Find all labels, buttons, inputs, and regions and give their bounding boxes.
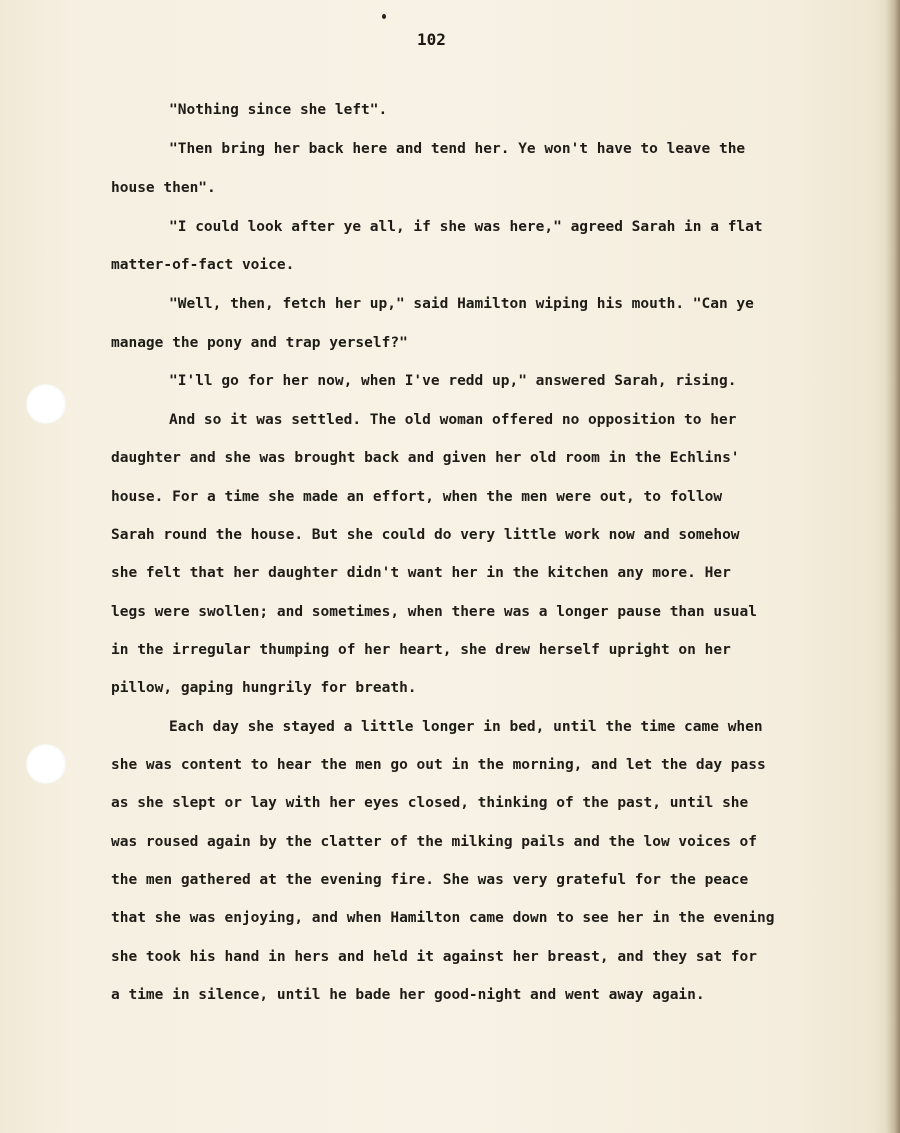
page-number: 102 <box>417 30 446 49</box>
text-line: was roused again by the clatter of the milking pails and the low voices of <box>111 834 758 850</box>
text-line: Each day she stayed a little longer in bed, until the time came when <box>169 719 763 735</box>
text-line: the men gathered at the evening fire. She was very grateful for the peace <box>111 872 749 888</box>
text-line: legs were swollen; and sometimes, when there was a longer pause than usual <box>111 604 758 620</box>
text-line: in the irregular thumping of her heart, she drew herself upright on her <box>111 642 731 658</box>
text-line: "Well, then, fetch her up," said Hamilton wiping his mouth. "Can ye <box>169 296 754 312</box>
text-line: house then". <box>111 180 216 196</box>
text-line: that she was enjoying, and when Hamilton came down to see her in the evening <box>111 910 775 926</box>
text-line: she took his hand in hers and held it against her breast, and they sat for <box>111 949 758 965</box>
text-line: "Then bring her back here and tend her. Ye won't have to leave the <box>169 141 746 157</box>
text-line: manage the pony and trap yerself?" <box>111 335 408 351</box>
text-line: she felt that her daughter didn't want her in the kitchen any more. Her <box>111 565 731 581</box>
punch-hole-lower <box>26 744 66 784</box>
text-line: And so it was settled. The old woman offered no opposition to her <box>169 412 737 428</box>
text-line: Sarah round the house. But she could do very little work now and somehow <box>111 527 740 543</box>
text-line: a time in silence, until he bade her good-night and went away again. <box>111 987 705 1003</box>
text-line: daughter and she was brought back and given her old room in the Echlins' <box>111 450 740 466</box>
text-line: she was content to hear the men go out in the morning, and let the day pass <box>111 757 766 773</box>
ink-dot-mark <box>382 14 386 19</box>
punch-hole-upper <box>26 384 66 424</box>
text-line: pillow, gaping hungrily for breath. <box>111 680 417 696</box>
text-line: "I could look after ye all, if she was here," agreed Sarah in a flat <box>169 219 763 235</box>
page-edge-shadow <box>886 0 900 1133</box>
text-line: matter-of-fact voice. <box>111 257 295 273</box>
text-line: house. For a time she made an effort, when the men were out, to follow <box>111 489 723 505</box>
text-line: as she slept or lay with her eyes closed, thinking of the past, until she <box>111 795 749 811</box>
text-line: "Nothing since she left". <box>169 102 388 118</box>
text-line: "I'll go for her now, when I've redd up," answered Sarah, rising. <box>169 373 737 389</box>
